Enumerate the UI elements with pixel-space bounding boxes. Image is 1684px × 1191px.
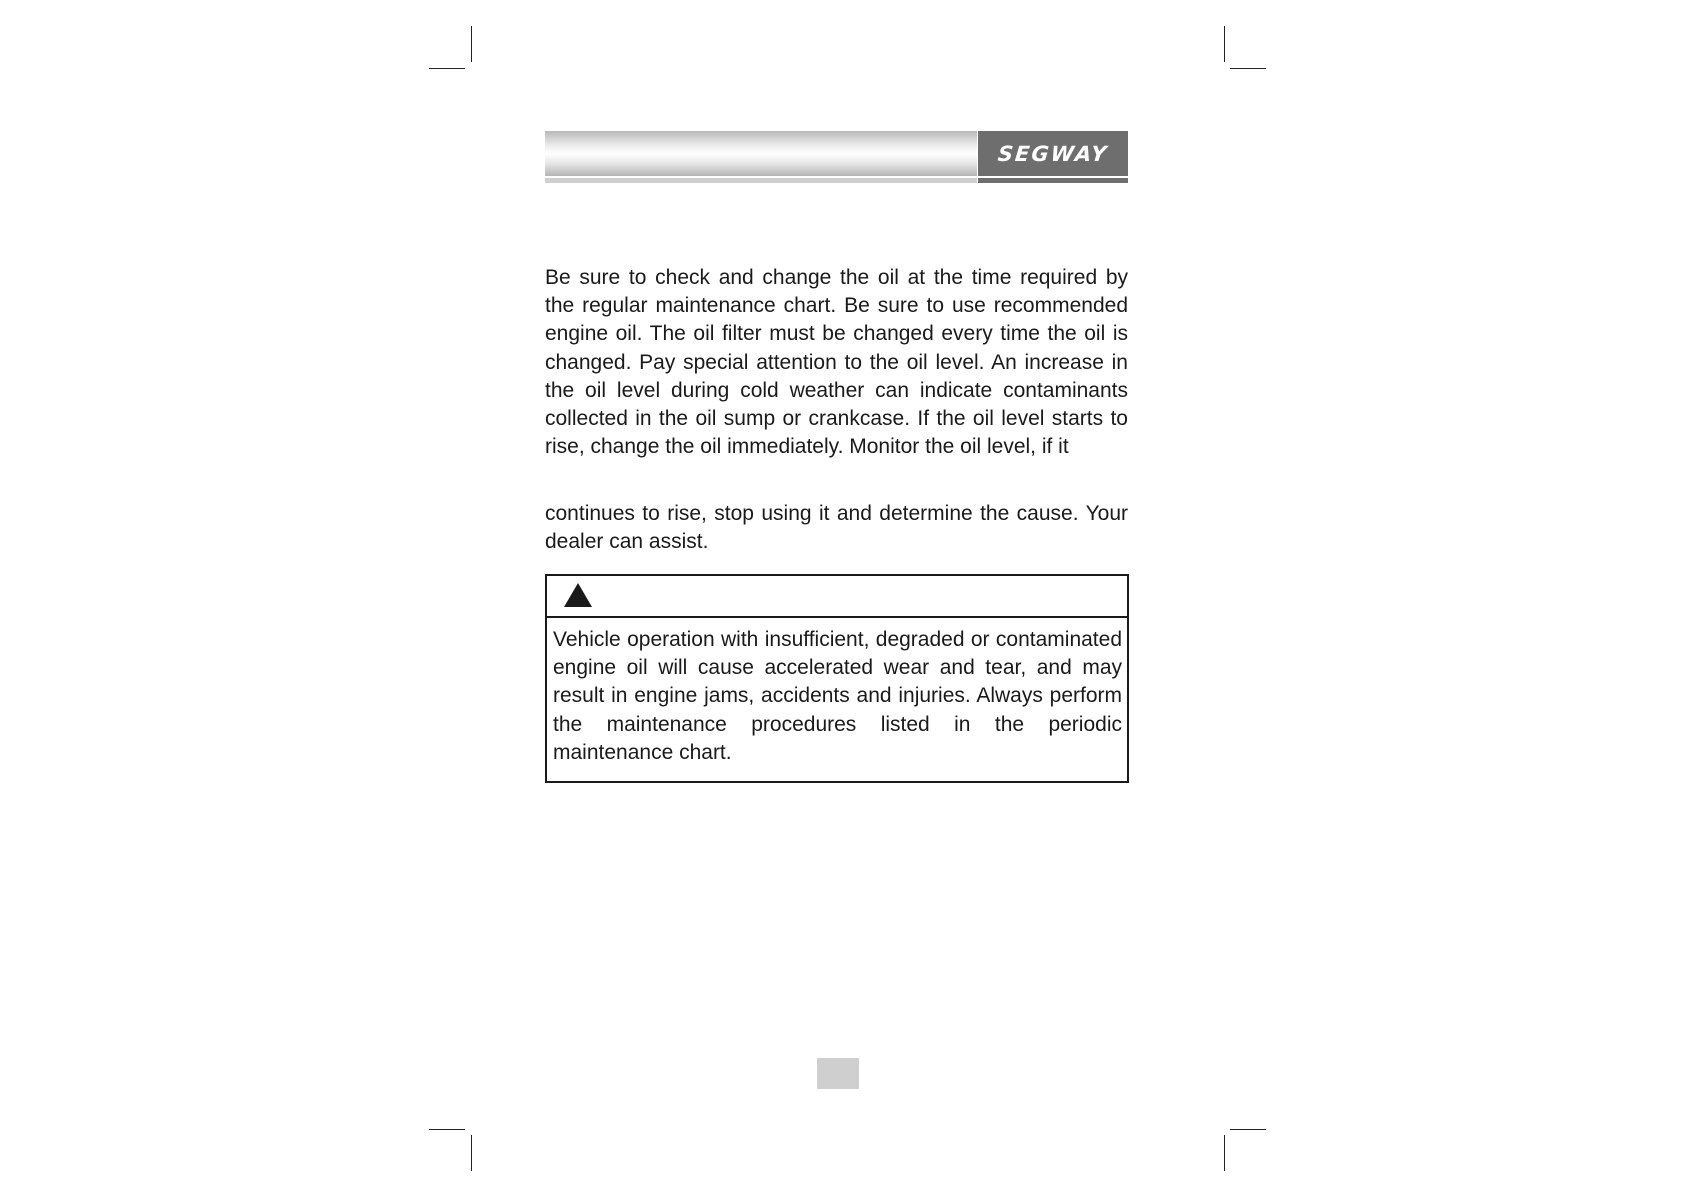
page-header (545, 131, 1128, 184)
warning-box (545, 574, 1129, 783)
page-number-box (817, 1058, 859, 1089)
header-gradient-bar (545, 131, 977, 176)
header-underline (545, 178, 977, 183)
crop-mark-top-right-vertical (1224, 26, 1225, 62)
crop-mark-bottom-right-horizontal (1230, 1129, 1266, 1130)
crop-mark-bottom-right-vertical (1224, 1135, 1225, 1171)
brand-logo-underline (978, 178, 1128, 183)
crop-mark-top-right-horizontal (1230, 68, 1266, 69)
brand-logo-text: SEGWAY (996, 141, 1110, 166)
crop-mark-bottom-left-vertical (471, 1135, 472, 1171)
body-paragraph-1: Be sure to check and change the oil at the time required by the regular maintenance chart. Be sure to use recommended engine oil. The oil filter must be changed every time the oil is changed. Pay special attention to the oil level. An increase in the oil level during cold weather can indicate contaminants collected in the oil sump or crankcase. If the oil level starts to rise, change the oil immediately. Monitor the oil level, if it (545, 266, 1128, 459)
brand-logo (978, 131, 1128, 176)
warning-text: Vehicle operation with insufficient, degraded or contaminated engine oil will cause accelerated wear and tear, and may result in engine jams, accidents and injuries. Always perform the maintenance procedures listed in the periodic maintenance chart. (553, 628, 1122, 764)
body-paragraph-2: continues to rise, stop using it and determine the cause. Your dealer can assist. (545, 502, 1128, 554)
warning-header (547, 576, 1127, 618)
warning-triangle-icon (564, 583, 592, 607)
crop-mark-bottom-left-horizontal (429, 1129, 465, 1130)
crop-mark-top-left-horizontal (429, 68, 465, 69)
crop-mark-top-left-vertical (471, 26, 472, 62)
